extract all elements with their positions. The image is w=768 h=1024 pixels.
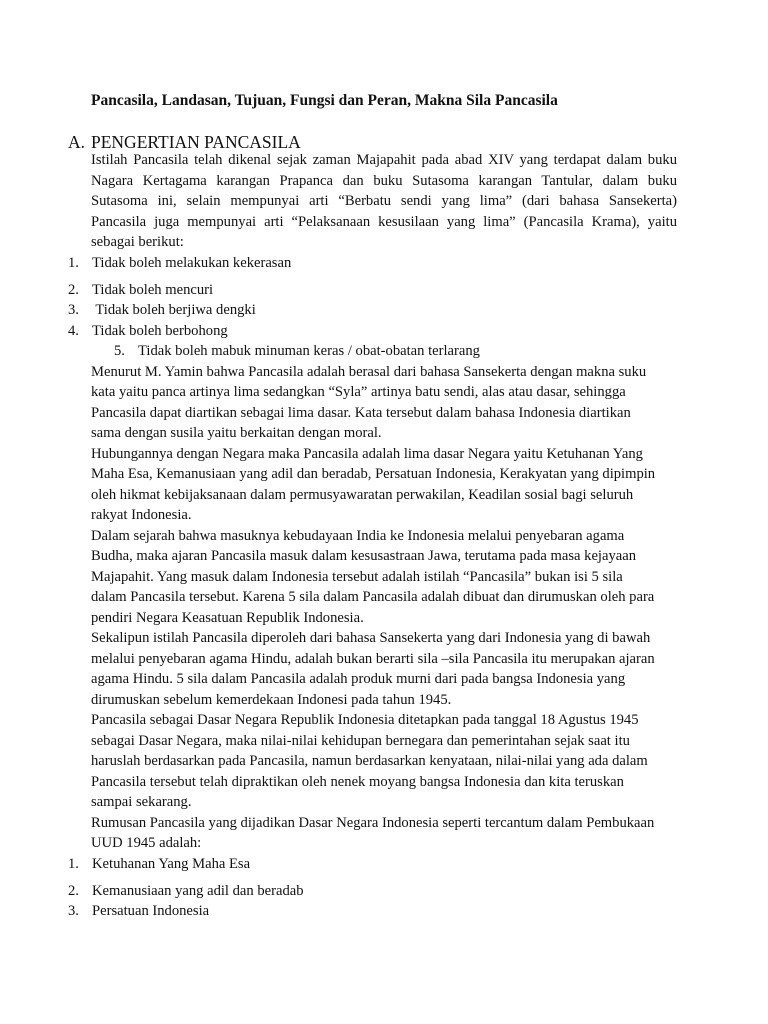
paragraph-line: sampai sekarang. xyxy=(91,794,192,810)
paragraph-line: sebagai berikut: xyxy=(91,234,184,250)
list-text: Tidak boleh mabuk minuman keras / obat-obatan terlarang xyxy=(138,343,480,359)
paragraph-line: pendiri Negara Keasatuan Republik Indonesia. xyxy=(91,610,364,626)
list-number: 5. xyxy=(114,343,125,359)
paragraph-line: Pancasila sebagai Dasar Negara Republik Indonesia ditetapkan pada tanggal 18 Agustus 1945 xyxy=(91,712,639,728)
list-item xyxy=(68,323,228,340)
list-item xyxy=(68,883,304,900)
list-item xyxy=(68,302,256,319)
list-number: 1. xyxy=(68,856,79,872)
paragraph-line: kata yaitu panca artinya lima sedangkan “Syla” artinya batu sendi, alas atau dasar, sehingga xyxy=(91,384,626,400)
paragraph-line: Istilah Pancasila telah dikenal sejak zaman Majapahit pada abad XIV yang terdapat dalam buku xyxy=(91,152,677,168)
paragraph-line: Nagara Kertagama karangan Prapanca dan buku Sutasoma karangan Tantular, dalam buku xyxy=(91,173,677,189)
paragraph-line: Budha, maka ajaran Pancasila masuk dalam kesusastraan Jawa, terutama pada masa kejayaan xyxy=(91,548,637,564)
list-text: Persatuan Indonesia xyxy=(92,903,210,919)
section-number: A. xyxy=(68,132,86,152)
list-item xyxy=(68,856,250,873)
list-item xyxy=(68,282,213,299)
paragraph-line: melalui penyebaran agama Hindu, adalah bukan berarti sila –sila Pancasila itu merupakan ajaran xyxy=(91,651,655,667)
list-text: Tidak boleh melakukan kekerasan xyxy=(92,255,292,271)
list-text: Tidak boleh berjiwa dengki xyxy=(92,302,256,318)
paragraph-line: Sekalipun istilah Pancasila diperoleh dari bahasa Sansekerta yang dari Indonesia yang di bawah xyxy=(91,630,651,646)
paragraph-line: Dalam sejarah bahwa masuknya kebudayaan India ke Indonesia melalui penyebaran agama xyxy=(91,528,625,544)
list-item xyxy=(114,343,480,360)
paragraph-line: Pancasila tersebut telah dipraktikan oleh nenek moyang bangsa Indonesia dan kita teruskan xyxy=(91,774,624,790)
paragraph-line: Maha Esa, Kemanusiaan yang adil dan beradab, Persatuan Indonesia, Kerakyatan yang dipimpin xyxy=(91,466,656,482)
paragraph-line: dirumuskan sebelum kemerdekaan Indonesi pada tahun 1945. xyxy=(91,692,452,708)
list-number: 3. xyxy=(68,903,79,919)
list-item xyxy=(68,255,291,272)
list-number: 2. xyxy=(68,883,79,899)
list-text: Ketuhanan Yang Maha Esa xyxy=(92,856,251,872)
list-number: 2. xyxy=(68,282,79,298)
list-number: 4. xyxy=(68,323,79,339)
paragraph-line: haruslah berdasarkan pada Pancasila, namun berdasarkan kenyataan, nilai-nilai yang ada dalam xyxy=(91,753,648,769)
section-heading xyxy=(68,132,301,153)
list-text: Tidak boleh mencuri xyxy=(92,282,214,298)
list-number: 1. xyxy=(68,255,79,271)
paragraph-line: Pancasila juga mempunyai arti “Pelaksanaan kesusilaan yang lima” (Pancasila Krama), yaitu xyxy=(91,214,677,230)
paragraph-line: Hubungannya dengan Negara maka Pancasila adalah lima dasar Negara yaitu Ketuhanan Yang xyxy=(91,446,643,462)
list-text: Tidak boleh berbohong xyxy=(92,323,228,339)
section-title: PENGERTIAN PANCASILA xyxy=(91,132,301,152)
document-title: Pancasila, Landasan, Tujuan, Fungsi dan Peran, Makna Sila Pancasila xyxy=(91,92,558,109)
list-number: 3. xyxy=(68,302,79,318)
paragraph-line: Pancasila dapat diartikan sebagai lima dasar. Kata tersebut dalam bahasa Indonesia diartikan xyxy=(91,405,631,421)
paragraph-line: sebagai Dasar Negara, maka nilai-nilai kehidupan bernegara dan pemerintahan sejak saat itu xyxy=(91,733,630,749)
paragraph-line: Majapahit. Yang masuk dalam Indonesia tersebut adalah istilah “Pancasila” bukan isi 5 sila xyxy=(91,569,623,585)
paragraph-line: Rumusan Pancasila yang dijadikan Dasar Negara Indonesia seperti tercantum dalam Pembukaan xyxy=(91,815,655,831)
paragraph-line: UUD 1945 adalah: xyxy=(91,835,202,851)
list-item xyxy=(68,903,209,920)
paragraph-line: oleh hikmat kebijaksanaan dalam permusyawaratan perwakilan, Keadilan sosial bagi seluruh xyxy=(91,487,634,503)
paragraph-line: Menurut M. Yamin bahwa Pancasila adalah berasal dari bahasa Sansekerta dengan makna suku xyxy=(91,364,647,380)
paragraph-line: Sutasoma ini, selain mempunyai arti “Berbatu sendi yang lima” (dari bahasa Sansekerta) xyxy=(91,193,677,209)
paragraph-line: agama Hindu. 5 sila dalam Pancasila adalah produk murni dari pada bangsa Indonesia yang xyxy=(91,671,626,687)
paragraph-line: rakyat Indonesia. xyxy=(91,507,192,523)
paragraph-line: dalam Pancasila tersebut. Karena 5 sila dalam Pancasila adalah dibuat dan dirumuskan oleh para xyxy=(91,589,655,605)
paragraph-line: sama dengan susila yaitu berkaitan dengan moral. xyxy=(91,425,382,441)
list-text: Kemanusiaan yang adil dan beradab xyxy=(92,883,304,899)
